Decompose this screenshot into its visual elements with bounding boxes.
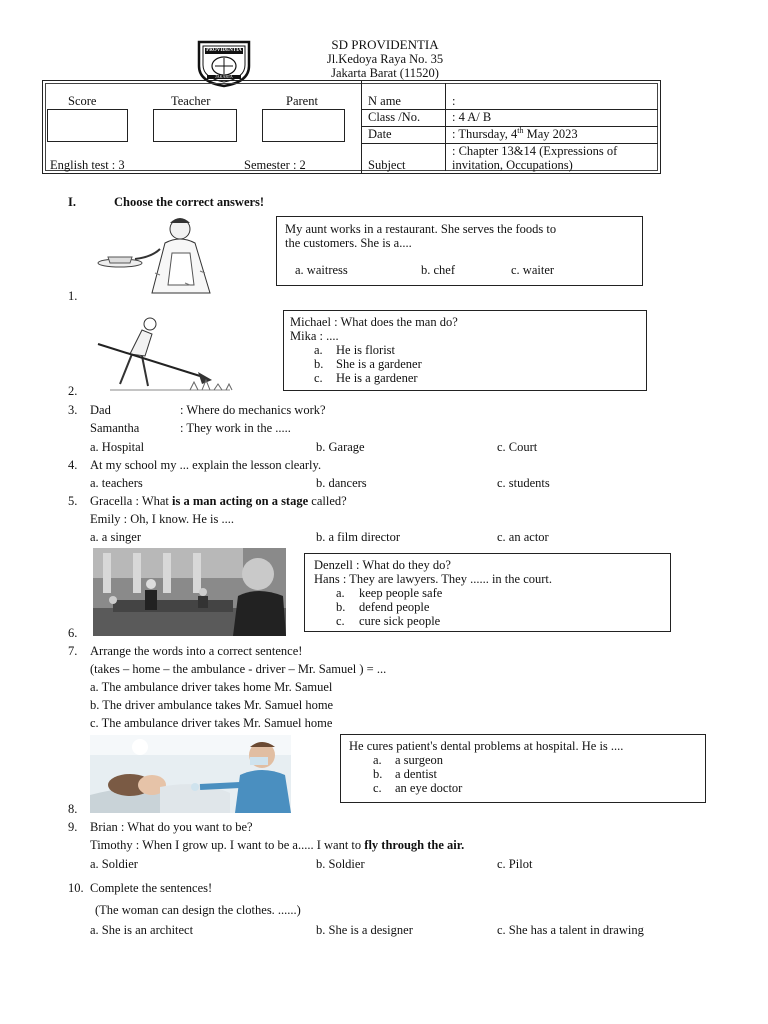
q6-number: 6. xyxy=(68,626,78,640)
q10-option-a[interactable]: a. She is an architect xyxy=(90,923,194,937)
q5-number: 5. xyxy=(68,494,78,508)
q2-number: 2. xyxy=(68,384,78,398)
q7-words: (takes – home – the ambulance - driver – Mr. Samuel ) = ... xyxy=(90,662,387,676)
q6-box xyxy=(304,553,671,632)
q10-text: Complete the sentences! xyxy=(90,881,213,895)
teacher-box[interactable] xyxy=(153,109,237,142)
q1-option-c[interactable]: c. waiter xyxy=(511,263,555,277)
q8-option-b-letter: b. xyxy=(373,767,383,781)
q8-option-a[interactable]: a surgeon xyxy=(395,753,444,767)
q2-option-a-letter: a. xyxy=(314,343,323,357)
q4-text: At my school my ... explain the lesson clearly. xyxy=(90,458,322,472)
q8-option-b[interactable]: a dentist xyxy=(395,767,438,781)
q6-option-b[interactable]: defend people xyxy=(359,600,430,614)
q1-box xyxy=(276,216,643,286)
q2-option-b[interactable]: She is a gardener xyxy=(336,357,422,371)
q2-option-c-letter: c. xyxy=(314,371,323,385)
q5-option-b[interactable]: b. a film director xyxy=(316,530,400,544)
test-label: English test : 3 xyxy=(50,158,125,172)
q4-option-c[interactable]: c. students xyxy=(497,476,550,490)
q5-option-c[interactable]: c. an actor xyxy=(497,530,549,544)
name-label: N ame xyxy=(368,94,401,108)
gardener-illustration xyxy=(90,314,240,396)
logo-text-top: PROVIDENTIA xyxy=(206,48,242,53)
q3-speaker2: Samantha xyxy=(90,421,140,435)
q8-number: 8. xyxy=(68,802,78,816)
q8-box xyxy=(340,734,706,803)
score-label: Score xyxy=(68,94,97,108)
q7-text: Arrange the words into a correct sentence! xyxy=(90,644,303,658)
q3-option-a[interactable]: a. Hospital xyxy=(90,440,145,454)
q3-line2: : They work in the ..... xyxy=(180,421,291,435)
waitress-illustration xyxy=(90,213,230,301)
q2-box xyxy=(283,310,647,391)
school-address-line2: Jakarta Barat (11520) xyxy=(331,66,439,80)
q4-option-b[interactable]: b. dancers xyxy=(316,476,367,490)
q2-option-b-letter: b. xyxy=(314,357,324,371)
q9-option-b[interactable]: b. Soldier xyxy=(316,857,365,871)
q2-line1: Michael : What does the man do? xyxy=(290,315,458,329)
school-address-line1: Jl.Kedoya Raya No. 35 xyxy=(326,52,444,66)
q9-line1: Brian : What do you want to be? xyxy=(90,820,253,834)
q5-line2: Emily : Oh, I know. He is .... xyxy=(90,512,234,526)
dentist-photo xyxy=(90,735,291,813)
q9-line2: Timothy : When I grow up. I want to be a..... I want to fly through the air. xyxy=(90,838,465,852)
q1-number: 1. xyxy=(68,289,78,303)
q10-sentence: (The woman can design the clothes. ......) xyxy=(95,903,301,917)
name-value[interactable]: : xyxy=(452,94,456,108)
q3-line1: : Where do mechanics work? xyxy=(180,403,326,417)
section-title: Choose the correct answers! xyxy=(114,195,265,209)
q8-text: He cures patient's dental problems at hospital. He is .... xyxy=(349,739,624,753)
q7-option-c[interactable]: c. The ambulance driver takes Mr. Samuel home xyxy=(90,716,333,730)
q8-option-a-letter: a. xyxy=(373,753,382,767)
parent-label: Parent xyxy=(286,94,318,108)
q3-speaker1: Dad xyxy=(90,403,111,417)
q1-option-a[interactable]: a. waitress xyxy=(295,263,348,277)
q4-option-a[interactable]: a. teachers xyxy=(90,476,143,490)
q2-option-c[interactable]: He is a gardener xyxy=(336,371,418,385)
q3-option-b[interactable]: b. Garage xyxy=(316,440,365,454)
parent-box[interactable] xyxy=(262,109,345,142)
q6-line1: Denzell : What do they do? xyxy=(314,558,451,572)
q5-text: Gracella : What is a man acting on a stage called? xyxy=(90,494,347,508)
class-value: : 4 A/ B xyxy=(452,110,492,124)
q9-option-a[interactable]: a. Soldier xyxy=(90,857,138,871)
q7-option-a[interactable]: a. The ambulance driver takes home Mr. Samuel xyxy=(90,680,333,694)
courtroom-photo xyxy=(93,548,286,636)
semester-label: Semester : 2 xyxy=(244,158,306,172)
subject-value-line1: : Chapter 13&14 (Expressions of xyxy=(452,144,618,158)
q6-option-a[interactable]: keep people safe xyxy=(359,586,443,600)
q10-option-c[interactable]: c. She has a talent in drawing xyxy=(497,923,644,937)
subject-value-line2: invitation, Occupations) xyxy=(452,158,573,172)
q2-option-a[interactable]: He is florist xyxy=(336,343,396,357)
q1-text-line2: the customers. She is a.... xyxy=(285,236,412,250)
date-value: : Thursday, 4th May 2023 xyxy=(452,125,578,141)
q1-option-b[interactable]: b. chef xyxy=(421,263,456,277)
subject-label: Subject xyxy=(368,158,406,172)
q3-number: 3. xyxy=(68,403,78,417)
q6-option-b-letter: b. xyxy=(336,600,346,614)
q7-option-b[interactable]: b. The driver ambulance takes Mr. Samuel home xyxy=(90,698,334,712)
q6-option-c-letter: c. xyxy=(336,614,345,628)
score-box[interactable] xyxy=(47,109,128,142)
school-name: SD PROVIDENTIA xyxy=(331,37,439,52)
q10-number: 10. xyxy=(68,881,84,895)
q6-option-a-letter: a. xyxy=(336,586,345,600)
teacher-label: Teacher xyxy=(171,94,211,108)
section-number: I. xyxy=(68,195,76,209)
q10-option-b[interactable]: b. She is a designer xyxy=(316,923,413,937)
date-label: Date xyxy=(368,127,392,141)
q2-line2: Mika : .... xyxy=(290,329,339,343)
q4-number: 4. xyxy=(68,458,78,472)
q3-option-c[interactable]: c. Court xyxy=(497,440,538,454)
q7-number: 7. xyxy=(68,644,78,658)
q9-option-c[interactable]: c. Pilot xyxy=(497,857,533,871)
class-label: Class /No. xyxy=(368,110,421,124)
q8-option-c[interactable]: an eye doctor xyxy=(395,781,463,795)
q9-number: 9. xyxy=(68,820,78,834)
q1-text-line1: My aunt works in a restaurant. She serves the foods to xyxy=(285,222,557,236)
q5-option-a[interactable]: a. a singer xyxy=(90,530,142,544)
q6-line2: Hans : They are lawyers. They ...... in the court. xyxy=(314,572,553,586)
q6-option-c[interactable]: cure sick people xyxy=(359,614,441,628)
q8-option-c-letter: c. xyxy=(373,781,382,795)
logo-text-bottom: JAKARTA xyxy=(215,74,233,79)
